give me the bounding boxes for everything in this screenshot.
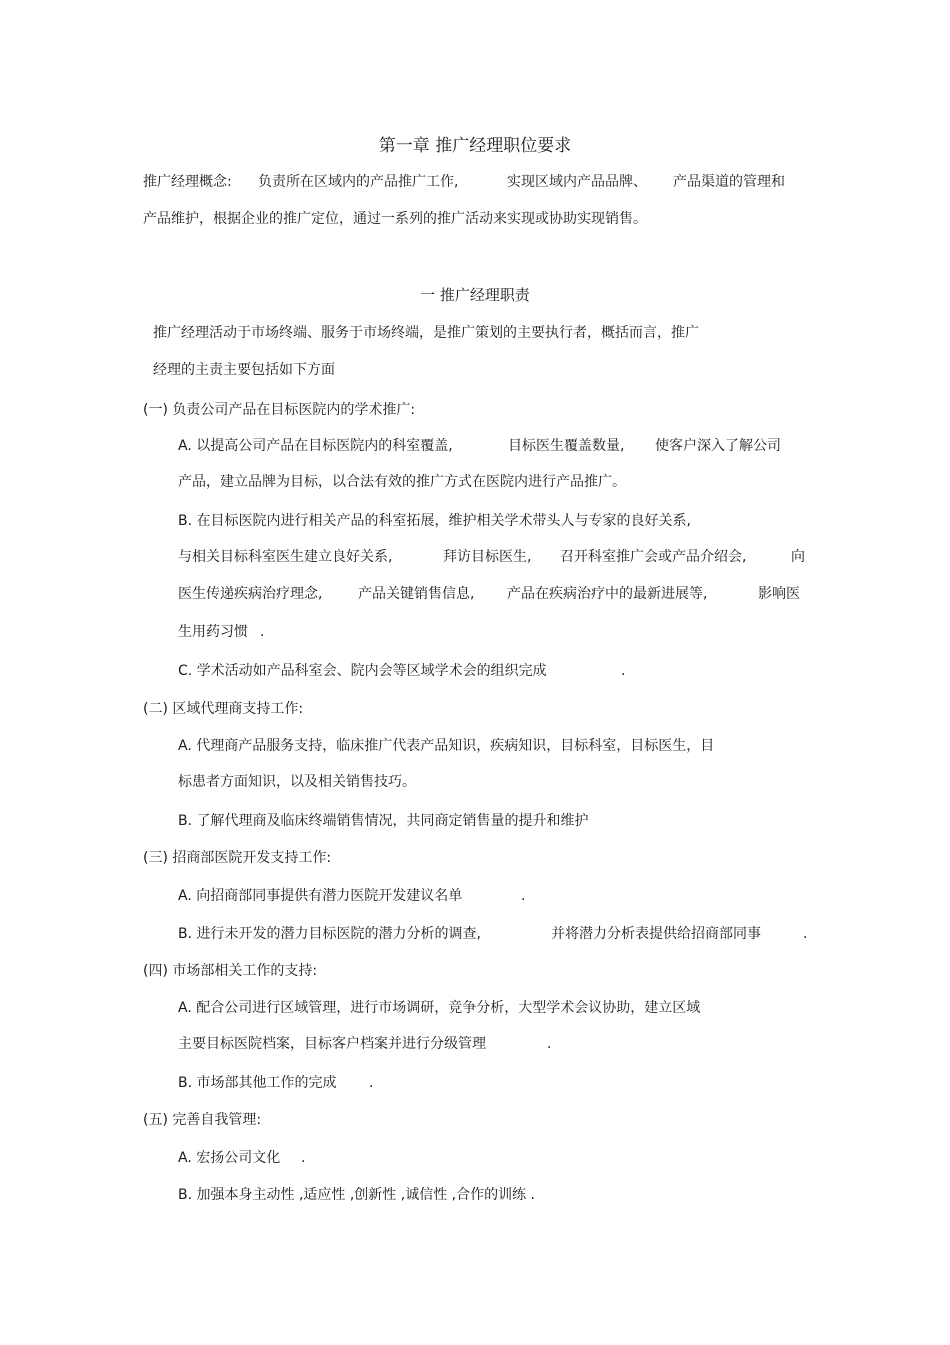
s4-b-line-a: B. 市场部其他工作的完成 bbox=[178, 1075, 337, 1091]
s3-a-line-a: A. 向招商部同事提供有潜力医院开发建议名单 bbox=[178, 888, 463, 904]
s1-b-line-2c: 召开科室推广会或产品介绍会, bbox=[560, 549, 747, 565]
s3-b-line-c: . bbox=[803, 926, 808, 942]
s1-a-line-1a: A. 以提高公司产品在目标医院内的科室覆盖, bbox=[178, 438, 453, 454]
intro-line-1: 推广经理活动于市场终端、服务于市场终端，是推广策划的主要执行者，概括而言，推广 bbox=[153, 325, 699, 341]
s1-b-line-3b: 产品关键销售信息, bbox=[358, 586, 475, 602]
s2-a-line-2: 标患者方面知识，以及相关销售技巧。 bbox=[178, 774, 416, 790]
s3-b-line-b: 并将潜力分析表提供给招商部同事 bbox=[551, 926, 761, 942]
intro-line-2: 经理的主责主要包括如下方面 bbox=[153, 362, 335, 378]
s1-a-line-1c: 使客户深入了解公司 bbox=[655, 438, 781, 454]
s1-b-line-3d: 影响医 bbox=[758, 586, 800, 602]
s1-b-line-4b: . bbox=[260, 624, 265, 640]
s1-c-line-b: . bbox=[621, 663, 626, 679]
concept-line-1d: 产品渠道的管理和 bbox=[673, 174, 785, 190]
section-2-heading: (二) 区域代理商支持工作: bbox=[143, 701, 304, 717]
concept-line-2: 产品维护，根据企业的推广定位，通过一系列的推广活动来实现或协助实现销售。 bbox=[143, 211, 647, 227]
s5-a-line-b: . bbox=[301, 1150, 306, 1166]
section-5-heading: (五) 完善自我管理: bbox=[143, 1112, 262, 1128]
section-4-heading: (四) 市场部相关工作的支持: bbox=[143, 963, 318, 979]
s1-b-line-3c: 产品在疾病治疗中的最新进展等, bbox=[507, 586, 708, 602]
s5-a-line-a: A. 宏扬公司文化 bbox=[178, 1150, 281, 1166]
section-3-heading: (三) 招商部医院开发支持工作: bbox=[143, 850, 332, 866]
chapter-title: 第一章 推广经理职位要求 bbox=[378, 136, 572, 156]
s4-a-line-2b: . bbox=[547, 1036, 552, 1052]
concept-line-1c: 实现区域内产品品牌、 bbox=[507, 174, 647, 190]
s1-b-line-1: B. 在目标医院内进行相关产品的科室拓展，维护相关学术带头人与专家的良好关系, bbox=[178, 513, 691, 529]
s5-b-line: B. 加强本身主动性 ,适应性 ,创新性 ,诚信性 ,合作的训练 . bbox=[178, 1187, 536, 1203]
concept-line-1b: 负责所在区域内的产品推广工作, bbox=[258, 174, 459, 190]
s1-b-line-2a: 与相关目标科室医生建立良好关系, bbox=[178, 549, 393, 565]
s2-a-line-1: A. 代理商产品服务支持，临床推广代表产品知识，疾病知识，目标科室，目标医生，目 bbox=[178, 738, 715, 754]
s1-b-line-2d: 向 bbox=[791, 549, 805, 565]
s3-a-line-b: . bbox=[521, 888, 526, 904]
s4-a-line-1: A. 配合公司进行区域管理，进行市场调研，竞争分析，大型学术会议协助，建立区域 bbox=[178, 1000, 701, 1016]
s1-c-line-a: C. 学术活动如产品科室会、院内会等区域学术会的组织完成 bbox=[178, 663, 547, 679]
s1-b-line-3a: 医生传递疾病治疗理念, bbox=[178, 586, 323, 602]
s1-b-line-4a: 生用药习惯 bbox=[178, 624, 248, 640]
s1-a-line-1b: 目标医生覆盖数量, bbox=[508, 438, 625, 454]
s4-b-line-b: . bbox=[369, 1075, 374, 1091]
section-1-heading: (一) 负责公司产品在目标医院内的学术推广: bbox=[143, 402, 416, 418]
s3-b-line-a: B. 进行未开发的潜力目标医院的潜力分析的调查, bbox=[178, 926, 481, 942]
section-title: 一 推广经理职责 bbox=[420, 286, 530, 304]
s4-a-line-2a: 主要目标医院档案，目标客户档案并进行分级管理 bbox=[178, 1036, 486, 1052]
concept-line-1a: 推广经理概念: bbox=[143, 174, 232, 190]
s2-b-line: B. 了解代理商及临床终端销售情况，共同商定销售量的提升和维护 bbox=[178, 813, 589, 829]
s1-a-line-2: 产品，建立品牌为目标，以合法有效的推广方式在医院内进行产品推广。 bbox=[178, 474, 626, 490]
s1-b-line-2b: 拜访目标医生, bbox=[443, 549, 532, 565]
